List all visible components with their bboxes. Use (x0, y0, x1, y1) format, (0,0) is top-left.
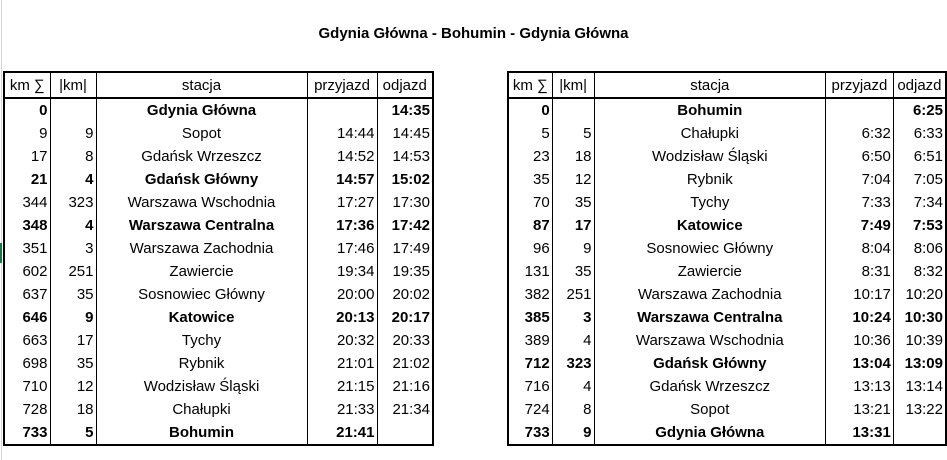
cell-km-total: 389 (508, 329, 552, 352)
cell-station: Rybnik (594, 168, 826, 191)
cell-km: 8 (552, 398, 594, 421)
cell-km: 5 (50, 421, 96, 445)
cell-departure: 17:42 (377, 214, 433, 237)
cell-km (50, 98, 96, 122)
cell-departure: 6:33 (893, 122, 946, 145)
cell-arrival: 10:24 (826, 306, 894, 329)
cell-departure: 13:14 (893, 375, 946, 398)
cell-km-total: 663 (4, 329, 50, 352)
table-row (4, 398, 433, 421)
cell-departure: 21:02 (377, 352, 433, 375)
header-arrival: przyjazd (307, 72, 377, 98)
cell-km: 9 (50, 122, 96, 145)
cell-km: 17 (552, 214, 594, 237)
cell-km: 9 (50, 306, 96, 329)
table-row (4, 352, 433, 375)
cell-departure: 19:35 (377, 260, 433, 283)
cell-km: 4 (50, 168, 96, 191)
table-row (508, 352, 946, 375)
table-row (4, 375, 433, 398)
cell-station: Bohumin (594, 98, 826, 122)
cell-km: 12 (50, 375, 96, 398)
header-station: stacja (96, 72, 307, 98)
cell-arrival: 17:36 (307, 214, 377, 237)
cell-departure: 7:05 (893, 168, 946, 191)
cell-departure: 17:49 (377, 237, 433, 260)
header-km-total: km ∑ (4, 72, 50, 98)
cell-km-total: 602 (4, 260, 50, 283)
cell-km-total: 637 (4, 283, 50, 306)
cell-departure (893, 421, 946, 445)
cell-km: 18 (50, 398, 96, 421)
cell-arrival: 13:31 (826, 421, 894, 445)
cell-km-total: 23 (508, 145, 552, 168)
cell-arrival: 13:04 (826, 352, 894, 375)
cell-km-total: 131 (508, 260, 552, 283)
cell-station: Gdańsk Wrzeszcz (594, 375, 826, 398)
cell-departure: 6:25 (893, 98, 946, 122)
sheet-gridline (1, 0, 2, 460)
cell-station: Katowice (594, 214, 826, 237)
cell-arrival: 14:44 (307, 122, 377, 145)
table-row (4, 214, 433, 237)
table-row (4, 260, 433, 283)
cell-arrival: 20:00 (307, 283, 377, 306)
cell-departure: 21:16 (377, 375, 433, 398)
cell-station: Warszawa Wschodnia (96, 191, 307, 214)
cell-km-total: 344 (4, 191, 50, 214)
cell-km: 251 (552, 283, 594, 306)
cell-arrival: 8:04 (826, 237, 894, 260)
header-departure: odjazd (893, 72, 946, 98)
table-row (508, 398, 946, 421)
table-header-row (508, 72, 946, 98)
cell-station: Warszawa Centralna (594, 306, 826, 329)
cell-station: Wodzisław Śląski (594, 145, 826, 168)
cell-arrival: 19:34 (307, 260, 377, 283)
cell-km (552, 98, 594, 122)
cell-station: Rybnik (96, 352, 307, 375)
cell-departure: 13:09 (893, 352, 946, 375)
cell-station: Sopot (594, 398, 826, 421)
table-row (4, 237, 433, 260)
cell-arrival: 17:46 (307, 237, 377, 260)
table-row (4, 168, 433, 191)
cell-arrival: 20:32 (307, 329, 377, 352)
cell-arrival: 21:41 (307, 421, 377, 445)
cell-departure: 8:32 (893, 260, 946, 283)
table-row (4, 98, 433, 122)
cell-arrival: 10:17 (826, 283, 894, 306)
cell-departure: 10:30 (893, 306, 946, 329)
table-row (4, 145, 433, 168)
cell-km: 8 (50, 145, 96, 168)
cell-km-total: 728 (4, 398, 50, 421)
table-row (508, 191, 946, 214)
cell-arrival (307, 98, 377, 122)
cell-departure: 14:35 (377, 98, 433, 122)
cell-arrival: 7:33 (826, 191, 894, 214)
cell-station: Wodzisław Śląski (96, 375, 307, 398)
cell-arrival: 14:52 (307, 145, 377, 168)
cell-station: Gdynia Główna (594, 421, 826, 445)
cell-departure: 10:39 (893, 329, 946, 352)
cell-km-total: 382 (508, 283, 552, 306)
cell-station: Chałupki (96, 398, 307, 421)
cell-km-total: 70 (508, 191, 552, 214)
cell-departure (377, 421, 433, 445)
cell-station: Warszawa Zachodnia (96, 237, 307, 260)
cell-km-total: 96 (508, 237, 552, 260)
cell-km-total: 348 (4, 214, 50, 237)
header-km-total: km ∑ (508, 72, 552, 98)
cell-km: 251 (50, 260, 96, 283)
cell-station: Gdańsk Wrzeszcz (96, 145, 307, 168)
cell-departure: 14:53 (377, 145, 433, 168)
cell-station: Tychy (594, 191, 826, 214)
cell-km: 35 (552, 260, 594, 283)
cell-arrival: 20:13 (307, 306, 377, 329)
cell-station: Gdańsk Główny (594, 352, 826, 375)
cell-departure: 10:20 (893, 283, 946, 306)
cell-km: 35 (50, 283, 96, 306)
cell-km-total: 698 (4, 352, 50, 375)
cell-km-total: 9 (4, 122, 50, 145)
table-row (4, 329, 433, 352)
cell-km-total: 0 (4, 98, 50, 122)
cell-km-total: 724 (508, 398, 552, 421)
cell-departure: 21:34 (377, 398, 433, 421)
table-row (508, 145, 946, 168)
cell-arrival: 17:27 (307, 191, 377, 214)
cell-km-total: 35 (508, 168, 552, 191)
cell-km: 9 (552, 237, 594, 260)
cell-arrival: 21:01 (307, 352, 377, 375)
cell-departure: 14:45 (377, 122, 433, 145)
cell-km-total: 17 (4, 145, 50, 168)
table-row (508, 329, 946, 352)
cell-km-total: 716 (508, 375, 552, 398)
cell-arrival: 10:36 (826, 329, 894, 352)
cell-km-total: 710 (4, 375, 50, 398)
cell-arrival: 7:49 (826, 214, 894, 237)
cell-station: Sopot (96, 122, 307, 145)
cell-km: 4 (50, 214, 96, 237)
page-title: Gdynia Główna - Bohumin - Gdynia Główna (318, 25, 629, 42)
table-row (508, 306, 946, 329)
table-row (508, 98, 946, 122)
cell-km: 5 (552, 122, 594, 145)
table-row (4, 191, 433, 214)
cell-km-total: 0 (508, 98, 552, 122)
cell-station: Tychy (96, 329, 307, 352)
cell-departure: 15:02 (377, 168, 433, 191)
cell-km: 3 (50, 237, 96, 260)
selected-row-indicator (0, 243, 2, 263)
cell-arrival: 14:57 (307, 168, 377, 191)
cell-km-total: 385 (508, 306, 552, 329)
cell-km-total: 733 (4, 421, 50, 445)
cell-station: Zawiercie (594, 260, 826, 283)
cell-station: Katowice (96, 306, 307, 329)
cell-km-total: 87 (508, 214, 552, 237)
cell-arrival: 21:15 (307, 375, 377, 398)
cell-km: 12 (552, 168, 594, 191)
table-row (508, 260, 946, 283)
cell-departure: 20:17 (377, 306, 433, 329)
table-row (508, 214, 946, 237)
cell-station: Sosnowiec Główny (594, 237, 826, 260)
table-row (4, 122, 433, 145)
table-row (4, 283, 433, 306)
cell-station: Gdańsk Główny (96, 168, 307, 191)
cell-km: 4 (552, 375, 594, 398)
cell-km: 3 (552, 306, 594, 329)
cell-km-total: 712 (508, 352, 552, 375)
cell-departure: 8:06 (893, 237, 946, 260)
cell-km: 323 (552, 352, 594, 375)
cell-arrival: 21:33 (307, 398, 377, 421)
cell-km: 9 (552, 421, 594, 445)
table-header-row (4, 72, 433, 98)
table-row (508, 237, 946, 260)
cell-km: 35 (552, 191, 594, 214)
cell-km: 17 (50, 329, 96, 352)
cell-arrival: 6:50 (826, 145, 894, 168)
cell-arrival (826, 98, 894, 122)
table-row (508, 168, 946, 191)
cell-km: 18 (552, 145, 594, 168)
table-row (508, 375, 946, 398)
cell-arrival: 7:04 (826, 168, 894, 191)
cell-departure: 20:02 (377, 283, 433, 306)
cell-km: 4 (552, 329, 594, 352)
cell-departure: 6:51 (893, 145, 946, 168)
cell-km: 323 (50, 191, 96, 214)
cell-km: 35 (50, 352, 96, 375)
cell-arrival: 13:13 (826, 375, 894, 398)
header-km: |km| (552, 72, 594, 98)
cell-departure: 20:33 (377, 329, 433, 352)
cell-km-total: 733 (508, 421, 552, 445)
header-station: stacja (594, 72, 826, 98)
cell-departure: 17:30 (377, 191, 433, 214)
cell-km-total: 21 (4, 168, 50, 191)
cell-station: Chałupki (594, 122, 826, 145)
cell-station: Gdynia Główna (96, 98, 307, 122)
cell-station: Zawiercie (96, 260, 307, 283)
cell-departure: 13:22 (893, 398, 946, 421)
cell-arrival: 6:32 (826, 122, 894, 145)
cell-km-total: 5 (508, 122, 552, 145)
cell-departure: 7:34 (893, 191, 946, 214)
header-departure: odjazd (377, 72, 433, 98)
cell-arrival: 8:31 (826, 260, 894, 283)
table-row (4, 306, 433, 329)
cell-station: Warszawa Centralna (96, 214, 307, 237)
cell-arrival: 13:21 (826, 398, 894, 421)
cell-station: Warszawa Wschodnia (594, 329, 826, 352)
cell-km-total: 351 (4, 237, 50, 260)
table-row (508, 283, 946, 306)
header-km: |km| (50, 72, 96, 98)
cell-station: Bohumin (96, 421, 307, 445)
cell-station: Warszawa Zachodnia (594, 283, 826, 306)
timetable-return (507, 71, 947, 446)
table-row (508, 421, 946, 445)
header-arrival: przyjazd (826, 72, 894, 98)
cell-departure: 7:53 (893, 214, 946, 237)
cell-km-total: 646 (4, 306, 50, 329)
table-row (508, 122, 946, 145)
timetable-outbound (3, 71, 434, 446)
cell-station: Sosnowiec Główny (96, 283, 307, 306)
table-row (4, 421, 433, 445)
